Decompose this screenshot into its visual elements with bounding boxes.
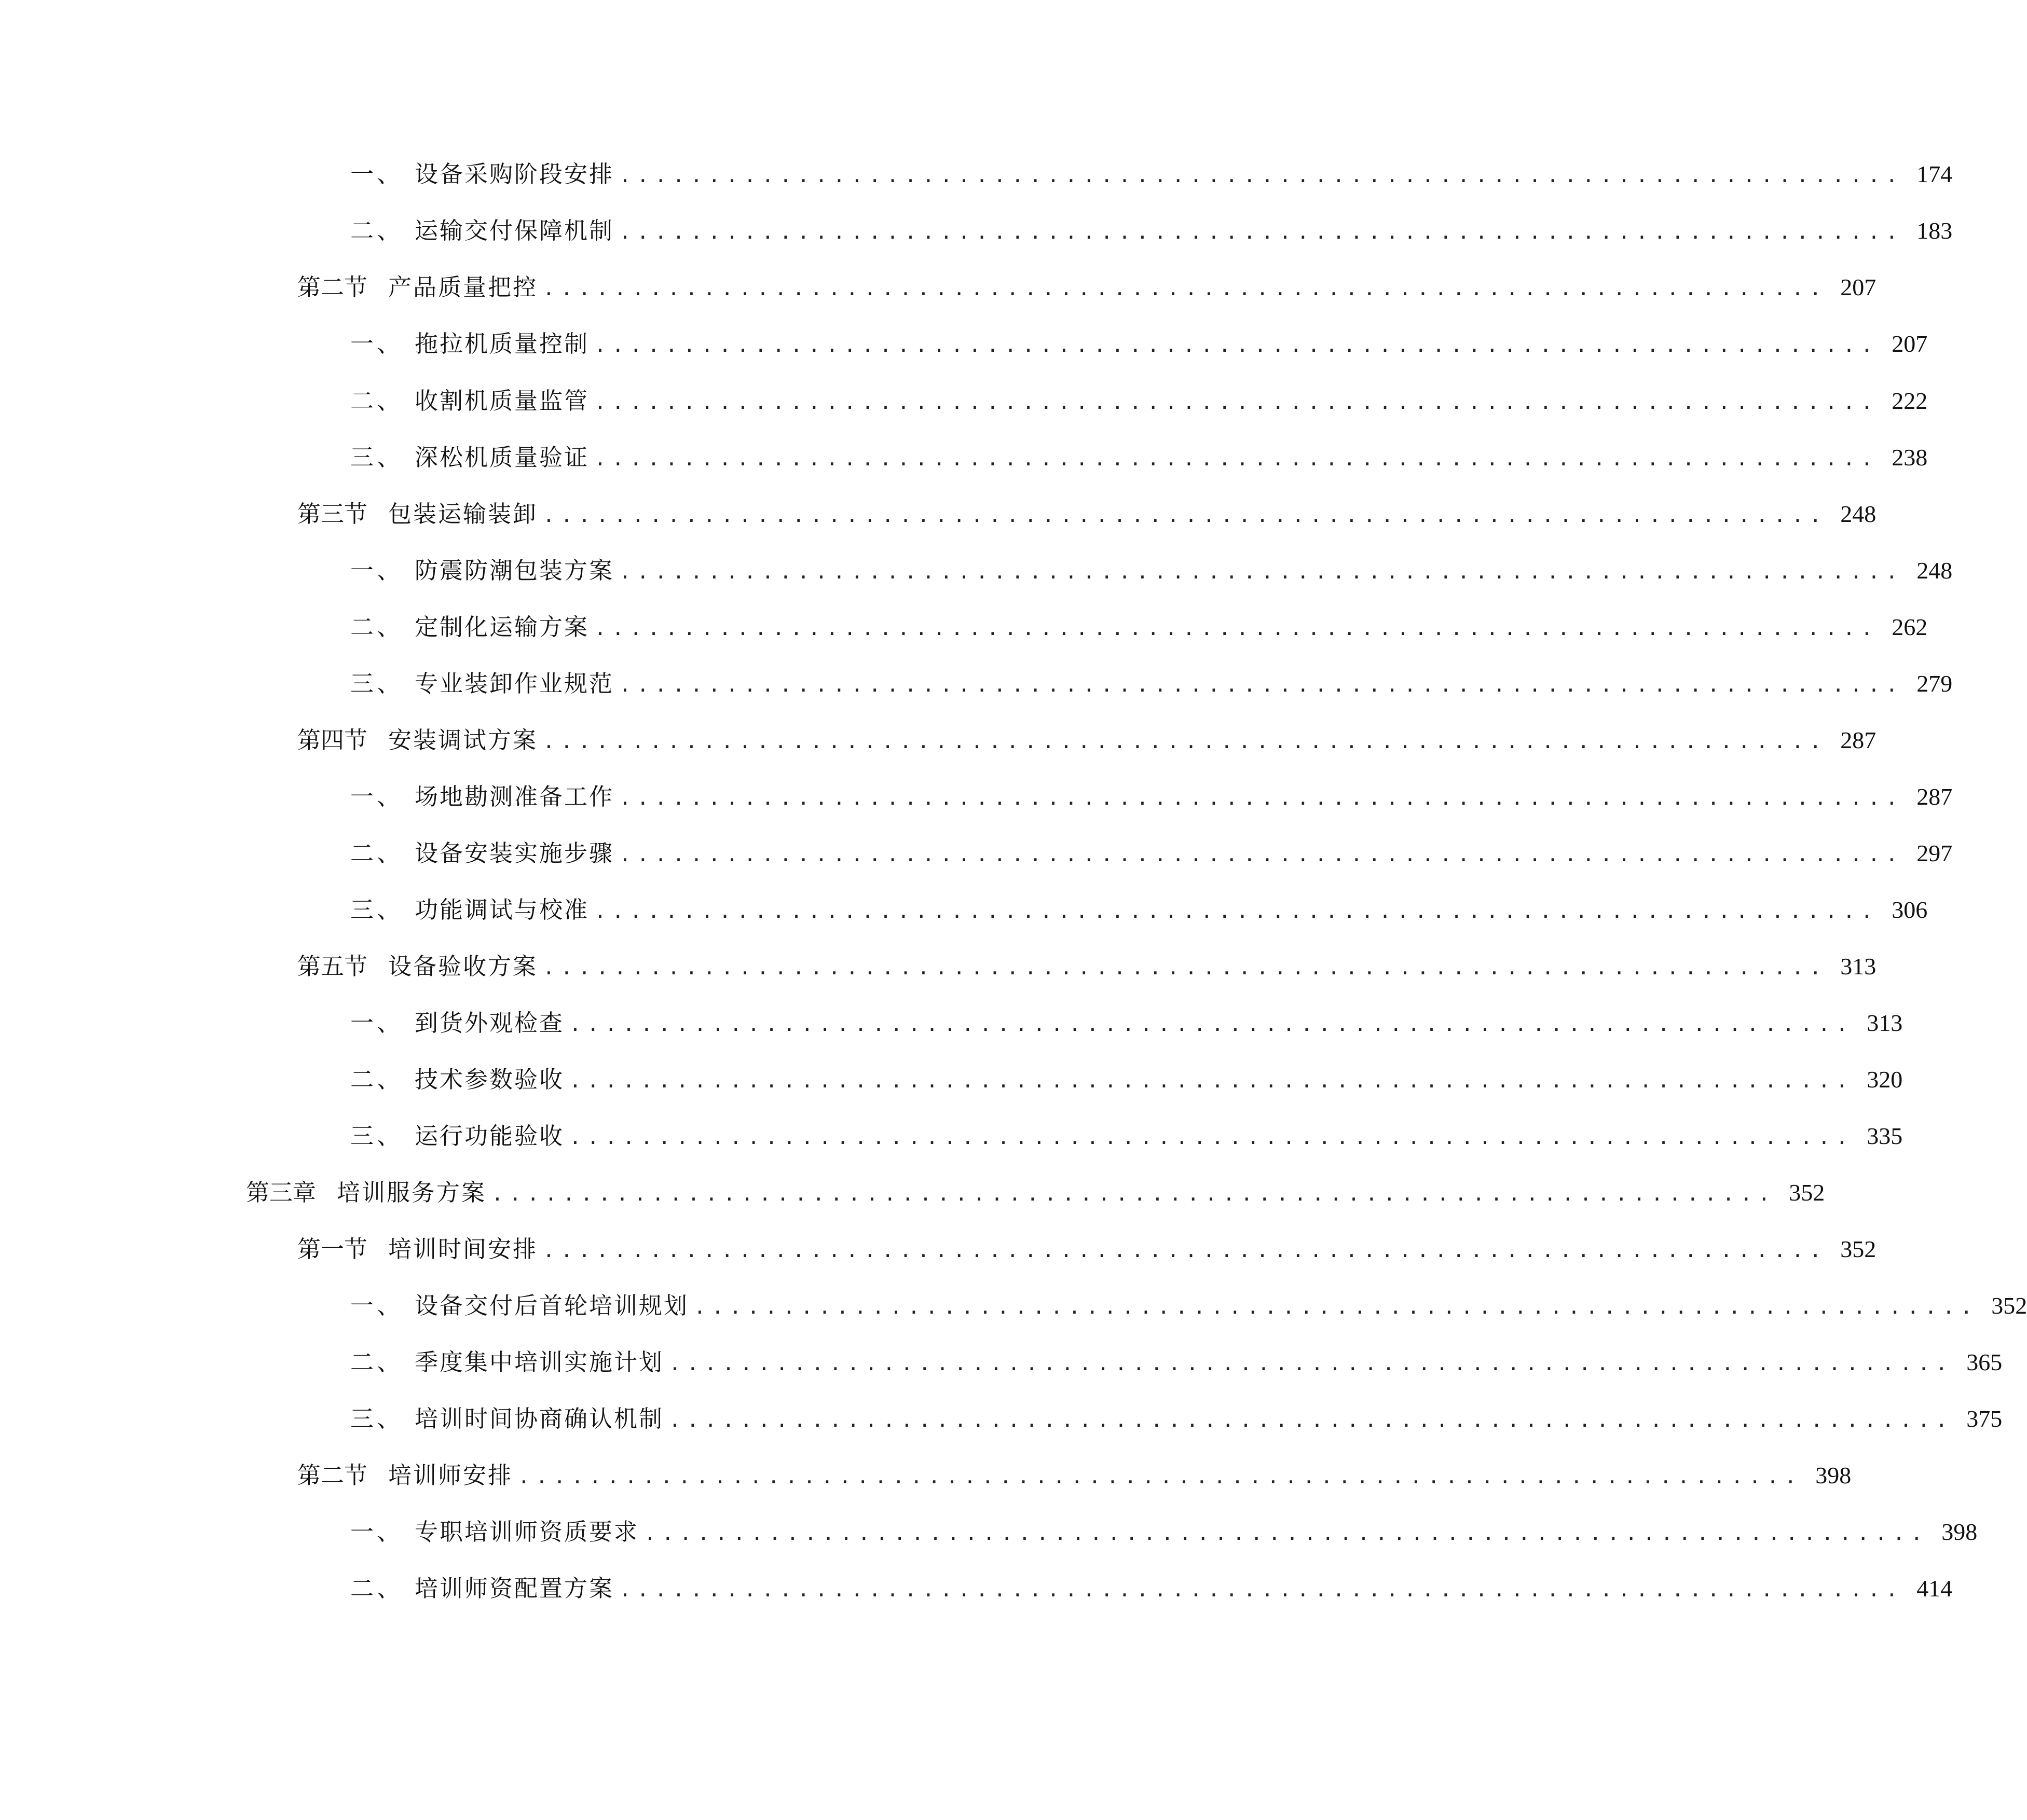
- toc-entry-number: 一、: [350, 1292, 404, 1319]
- toc-entry[interactable]: [350, 889, 1928, 931]
- toc-entry-title: 专职培训师资质要求: [415, 1518, 639, 1546]
- toc-entry-page: 365: [1966, 1349, 2003, 1375]
- toc-entry-page: 174: [1916, 161, 1953, 187]
- toc-entry-title: 拖拉机质量控制: [415, 330, 590, 357]
- toc-entry-page: 398: [1815, 1462, 1852, 1488]
- toc-entry[interactable]: [350, 550, 1953, 591]
- toc-entry-number: 一、: [350, 783, 404, 810]
- toc-leader-dots: ........................................................................: [619, 673, 1904, 696]
- toc-leader-dots: ........................................................................: [619, 1578, 1904, 1601]
- toc-entry-title: 定制化运输方案: [415, 613, 590, 641]
- toc-entry-title: 场地勘测准备工作: [415, 783, 614, 810]
- toc-leader-dots: ........................................................................: [669, 1409, 1954, 1431]
- toc-entry[interactable]: [350, 1285, 2027, 1327]
- toc-entry-number: 第四节: [297, 726, 368, 754]
- toc-leader-dots: ........................................................................: [569, 1126, 1854, 1149]
- toc-leader-dots: ........................................................................: [594, 617, 1879, 640]
- toc-leader-dots: ........................................................................: [543, 277, 1828, 300]
- toc-entry-page: 248: [1916, 557, 1953, 584]
- toc-leader-dots: ........................................................................: [518, 1465, 1803, 1488]
- toc-entry-title: 安装调试方案: [388, 726, 538, 754]
- toc-leader-dots: ........................................................................: [619, 164, 1904, 187]
- toc-leader-dots: ........................................................................: [694, 1295, 1979, 1318]
- toc-leader-dots: ........................................................................: [569, 1013, 1854, 1036]
- toc-entry-number: 三、: [350, 444, 404, 471]
- toc-entry[interactable]: [297, 946, 1877, 987]
- toc-entry-page: 238: [1892, 444, 1928, 471]
- toc-entry[interactable]: [350, 606, 1928, 648]
- toc-entry-page: 287: [1840, 727, 1877, 753]
- toc-entry-title: 培训师安排: [388, 1461, 513, 1489]
- toc-entry-number: 三、: [350, 1405, 404, 1432]
- toc-entry[interactable]: [297, 1455, 1852, 1496]
- toc-entry-title: 包装运输装卸: [388, 500, 538, 528]
- toc-leader-dots: ........................................................................: [594, 900, 1879, 922]
- toc-entry-title: 季度集中培训实施计划: [415, 1348, 664, 1376]
- toc-entry-number: 第二节: [297, 273, 368, 301]
- toc-entry-page: 352: [1840, 1236, 1877, 1262]
- toc-entry-number: 二、: [350, 613, 404, 641]
- toc-entry[interactable]: [350, 1115, 1903, 1157]
- toc-leader-dots: ........................................................................: [619, 560, 1904, 583]
- toc-entry[interactable]: [350, 1398, 2003, 1440]
- toc-leader-dots: ........................................................................: [644, 1522, 1929, 1545]
- toc-entry-title: 收割机质量监管: [415, 387, 590, 415]
- toc-entry-number: 二、: [350, 839, 404, 867]
- toc-entry-page: 287: [1916, 783, 1953, 810]
- toc-entry-number: 三、: [350, 670, 404, 697]
- toc-entry-title: 培训时间协商确认机制: [415, 1405, 664, 1432]
- toc-entry-page: 414: [1916, 1575, 1953, 1602]
- toc-entry-page: 279: [1916, 670, 1953, 697]
- toc-entry-title: 培训时间安排: [388, 1235, 538, 1263]
- toc-entry-page: 352: [1991, 1292, 2027, 1319]
- toc-entry-page: 335: [1867, 1123, 1903, 1149]
- toc-leader-dots: ........................................................................: [619, 220, 1904, 243]
- toc-entry[interactable]: [350, 833, 1953, 874]
- toc-entry-number: 第二节: [297, 1461, 368, 1489]
- toc-entry-title: 功能调试与校准: [415, 896, 590, 923]
- toc-leader-dots: ........................................................................: [594, 447, 1879, 470]
- toc-leader-dots: ........................................................................: [669, 1352, 1954, 1375]
- toc-entry-page: 222: [1892, 388, 1928, 414]
- toc-entry[interactable]: [350, 323, 1928, 365]
- toc-entry-page: 297: [1916, 840, 1953, 866]
- toc-entry-title: 培训服务方案: [337, 1179, 487, 1206]
- toc-entry-title: 运行功能验收: [415, 1122, 565, 1150]
- toc-entry[interactable]: [297, 267, 1877, 308]
- toc-leader-dots: ........................................................................: [594, 334, 1879, 356]
- toc-entry-title: 设备交付后首轮培训规划: [415, 1292, 689, 1319]
- toc-entry-title: 专业装卸作业规范: [415, 670, 614, 697]
- toc-leader-dots: ........................................................................: [491, 1182, 1776, 1205]
- toc-leader-dots: ........................................................................: [619, 787, 1904, 809]
- toc-entry[interactable]: [350, 210, 1953, 252]
- toc-entry-title: 深松机质量验证: [415, 444, 590, 471]
- toc-entry[interactable]: [246, 1172, 1825, 1214]
- toc-entry-title: 防震防潮包装方案: [415, 557, 614, 584]
- toc-entry-title: 设备采购阶段安排: [415, 160, 614, 188]
- toc-leader-dots: ........................................................................: [569, 1069, 1854, 1092]
- toc-entry-number: 二、: [350, 1066, 404, 1093]
- toc-entry-page: 375: [1966, 1405, 2003, 1432]
- toc-entry-number: 第一节: [297, 1235, 368, 1263]
- toc-entry-number: 一、: [350, 1518, 404, 1546]
- toc-entry-number: 一、: [350, 1009, 404, 1037]
- toc-entry-page: 306: [1892, 897, 1928, 923]
- toc-entry-title: 设备安装实施步骤: [415, 839, 614, 867]
- toc-entry[interactable]: [350, 776, 1953, 818]
- toc-entry-number: 二、: [350, 1348, 404, 1376]
- toc-leader-dots: ........................................................................: [543, 1239, 1828, 1262]
- toc-entry-number: 第三章: [246, 1179, 317, 1206]
- toc-entry-page: 207: [1892, 330, 1928, 357]
- toc-entry-number: 第五节: [297, 953, 368, 980]
- toc-entry[interactable]: [297, 1229, 1877, 1270]
- toc-entry-number: 三、: [350, 896, 404, 923]
- toc-entry[interactable]: [350, 154, 1953, 195]
- toc-entry[interactable]: [350, 380, 1928, 422]
- toc-entry[interactable]: [350, 1511, 1978, 1553]
- toc-entry-title: 到货外观检查: [415, 1009, 565, 1037]
- toc-entry[interactable]: [350, 1002, 1903, 1044]
- toc-entry-title: 产品质量把控: [388, 273, 538, 301]
- toc-entry-number: 一、: [350, 330, 404, 357]
- toc-entry[interactable]: [350, 437, 1928, 478]
- toc-leader-dots: ........................................................................: [543, 956, 1828, 979]
- toc-entry-page: 313: [1867, 1010, 1903, 1036]
- toc-entry[interactable]: [350, 1059, 1903, 1100]
- toc-entry[interactable]: [350, 663, 1953, 705]
- toc-entry-page: 248: [1840, 501, 1877, 527]
- toc-entry[interactable]: [297, 493, 1877, 535]
- toc-entry-title: 技术参数验收: [415, 1066, 565, 1093]
- toc-entry[interactable]: [350, 1342, 2003, 1383]
- toc-entry-page: 398: [1941, 1519, 1978, 1545]
- toc-entry-title: 设备验收方案: [388, 953, 538, 980]
- toc-entry-page: 320: [1867, 1066, 1903, 1093]
- toc-entry-number: 三、: [350, 1122, 404, 1150]
- toc-entry-number: 一、: [350, 557, 404, 584]
- toc-entry-number: 一、: [350, 160, 404, 188]
- toc-leader-dots: ........................................................................: [543, 730, 1828, 753]
- toc-entry-title: 培训师资配置方案: [415, 1575, 614, 1602]
- toc-entry-page: 207: [1840, 274, 1877, 300]
- toc-entry-page: 313: [1840, 953, 1877, 980]
- toc-leader-dots: ........................................................................: [619, 843, 1904, 866]
- toc-entry-page: 183: [1916, 217, 1953, 244]
- toc-entry-title: 运输交付保障机制: [415, 217, 614, 244]
- toc-entry-number: 第三节: [297, 500, 368, 528]
- toc-leader-dots: ........................................................................: [543, 504, 1828, 527]
- toc-entry-number: 二、: [350, 217, 404, 244]
- toc-entry-number: 二、: [350, 387, 404, 415]
- toc-entry-page: 352: [1789, 1179, 1825, 1206]
- toc-entry[interactable]: [350, 1568, 1953, 1609]
- toc-entry-number: 二、: [350, 1575, 404, 1602]
- toc-entry-page: 262: [1892, 614, 1928, 640]
- toc-entry[interactable]: [297, 720, 1877, 761]
- toc-leader-dots: ........................................................................: [594, 391, 1879, 413]
